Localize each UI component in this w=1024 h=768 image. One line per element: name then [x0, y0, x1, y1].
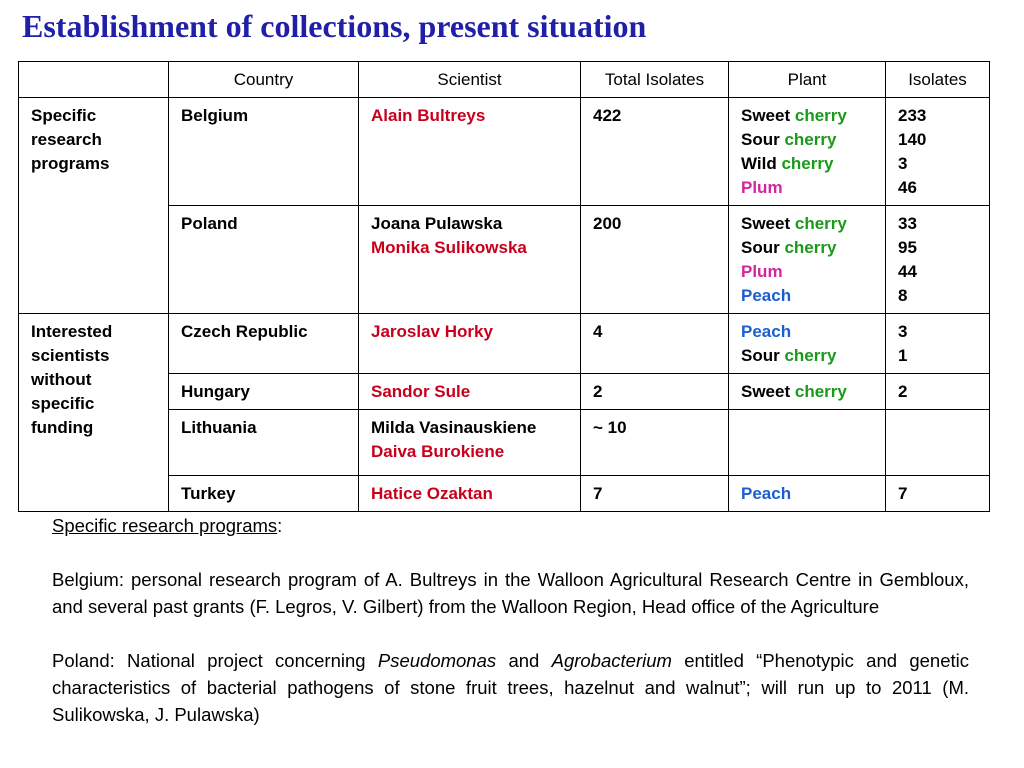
header-plant: Plant [729, 62, 886, 98]
plant-name: cherry [784, 346, 837, 365]
isolates-cell [886, 206, 990, 314]
isolate-count: 8 [898, 286, 908, 305]
country-cell: Belgium [169, 98, 359, 206]
total-isolates-cell: 2 [581, 374, 729, 410]
scientist-name: Milda Vasinauskiene [371, 418, 537, 437]
scientist-name: Hatice Ozaktan [371, 484, 493, 503]
group-label-line: Specific [31, 106, 97, 125]
header-scientist: Scientist [359, 62, 581, 98]
plant-name: Peach [741, 484, 792, 503]
country-cell: Czech Republic [169, 314, 359, 374]
plant-name: cherry [794, 382, 847, 401]
total-isolates-cell: 422 [581, 98, 729, 206]
isolate-count: 46 [898, 178, 917, 197]
scientist-name: Joana Pulawska [371, 214, 503, 233]
scientist-name: Jaroslav Horky [371, 322, 493, 341]
isolates-cell [886, 476, 990, 512]
header-total-isolates: Total Isolates [581, 62, 729, 98]
isolate-count: 33 [898, 214, 917, 233]
header-isolates: Isolates [886, 62, 990, 98]
scientist-cell [359, 410, 581, 476]
group-label-line: Interested [31, 322, 113, 341]
group-label-interested [19, 314, 169, 512]
isolate-count: 3 [898, 322, 908, 341]
plant-name: cherry [781, 154, 834, 173]
scientist-cell [359, 476, 581, 512]
isolates-cell [886, 374, 990, 410]
notes-heading [52, 512, 969, 539]
note-poland-text: Poland: National project concerning [52, 650, 378, 671]
total-isolates-cell: 7 [581, 476, 729, 512]
plant-name: Peach [741, 322, 792, 341]
note-belgium: Belgium: personal research program of A. Bultreys in the Walloon Agricultural Research Centre in Gembloux, and several past grants (F. Legros, V. Gilbert) from the Walloon Region, Head office of the Agriculture [52, 569, 969, 617]
collections-table [18, 61, 990, 512]
isolate-count: 233 [898, 106, 927, 125]
slide-title: Establishment of collections, present situation [22, 8, 647, 44]
group-label-line: research [31, 130, 102, 149]
group-label-line: funding [31, 418, 94, 437]
group-label-line: without [31, 370, 92, 389]
table-row [19, 98, 990, 206]
plant-type: Sweet [741, 382, 795, 401]
notes-heading-colon: : [277, 515, 283, 536]
notes-heading-text: Specific research programs [52, 515, 278, 536]
note-poland-text: and [496, 650, 552, 671]
group-label-line: programs [31, 154, 110, 173]
total-isolates-cell: ~ 10 [581, 410, 729, 476]
note-poland-italic: Agrobacterium [551, 650, 672, 671]
country-cell: Turkey [169, 476, 359, 512]
plant-name: Peach [741, 286, 792, 305]
plant-cell [729, 314, 886, 374]
country-cell: Hungary [169, 374, 359, 410]
total-isolates-cell: 200 [581, 206, 729, 314]
plant-type: Sour [741, 130, 785, 149]
isolate-count: 2 [898, 382, 908, 401]
plant-cell [729, 410, 886, 476]
table-header-row [19, 62, 990, 98]
isolate-count: 140 [898, 130, 927, 149]
notes-section [52, 512, 969, 728]
plant-type: Sour [741, 238, 785, 257]
isolate-count: 44 [898, 262, 917, 281]
plant-type: Wild [741, 154, 782, 173]
plant-type: Sweet [741, 214, 795, 233]
plant-name: cherry [794, 214, 847, 233]
country-cell: Lithuania [169, 410, 359, 476]
isolate-count: 1 [898, 346, 908, 365]
total-isolates-cell: 4 [581, 314, 729, 374]
header-blank [19, 62, 169, 98]
scientist-name: Monika Sulikowska [371, 238, 527, 257]
isolate-count: 7 [898, 484, 908, 503]
plant-type: Sweet [741, 106, 795, 125]
scientist-cell [359, 314, 581, 374]
plant-cell [729, 374, 886, 410]
plant-name: cherry [784, 238, 837, 257]
note-poland [52, 647, 969, 728]
scientist-name: Daiva Burokiene [371, 442, 505, 461]
note-poland-text: entitled “Phenotypic and genetic characteristics of bacterial pathogens of stone fruit trees, hazelnut and walnut”; will run up to 2011 (M. Sulikowska, J. Pulawska) [52, 650, 969, 725]
header-country: Country [169, 62, 359, 98]
plant-cell [729, 98, 886, 206]
plant-name: Plum [741, 262, 783, 281]
scientist-cell [359, 374, 581, 410]
isolate-count: 3 [898, 154, 908, 173]
scientist-cell [359, 98, 581, 206]
plant-cell [729, 206, 886, 314]
scientist-name: Sandor Sule [371, 382, 471, 401]
country-cell: Poland [169, 206, 359, 314]
isolates-cell [886, 410, 990, 476]
plant-name: cherry [784, 130, 837, 149]
scientist-cell [359, 206, 581, 314]
group-label-line: specific [31, 394, 95, 413]
isolate-count: 95 [898, 238, 917, 257]
table-row [19, 314, 990, 374]
plant-type: Sour [741, 346, 785, 365]
note-poland-italic: Pseudomonas [377, 650, 497, 671]
plant-name: cherry [794, 106, 847, 125]
group-label-line: scientists [31, 346, 110, 365]
isolates-cell [886, 98, 990, 206]
plant-cell [729, 476, 886, 512]
scientist-name: Alain Bultreys [371, 106, 486, 125]
isolates-cell [886, 314, 990, 374]
group-label-specific [19, 98, 169, 314]
plant-name: Plum [741, 178, 783, 197]
